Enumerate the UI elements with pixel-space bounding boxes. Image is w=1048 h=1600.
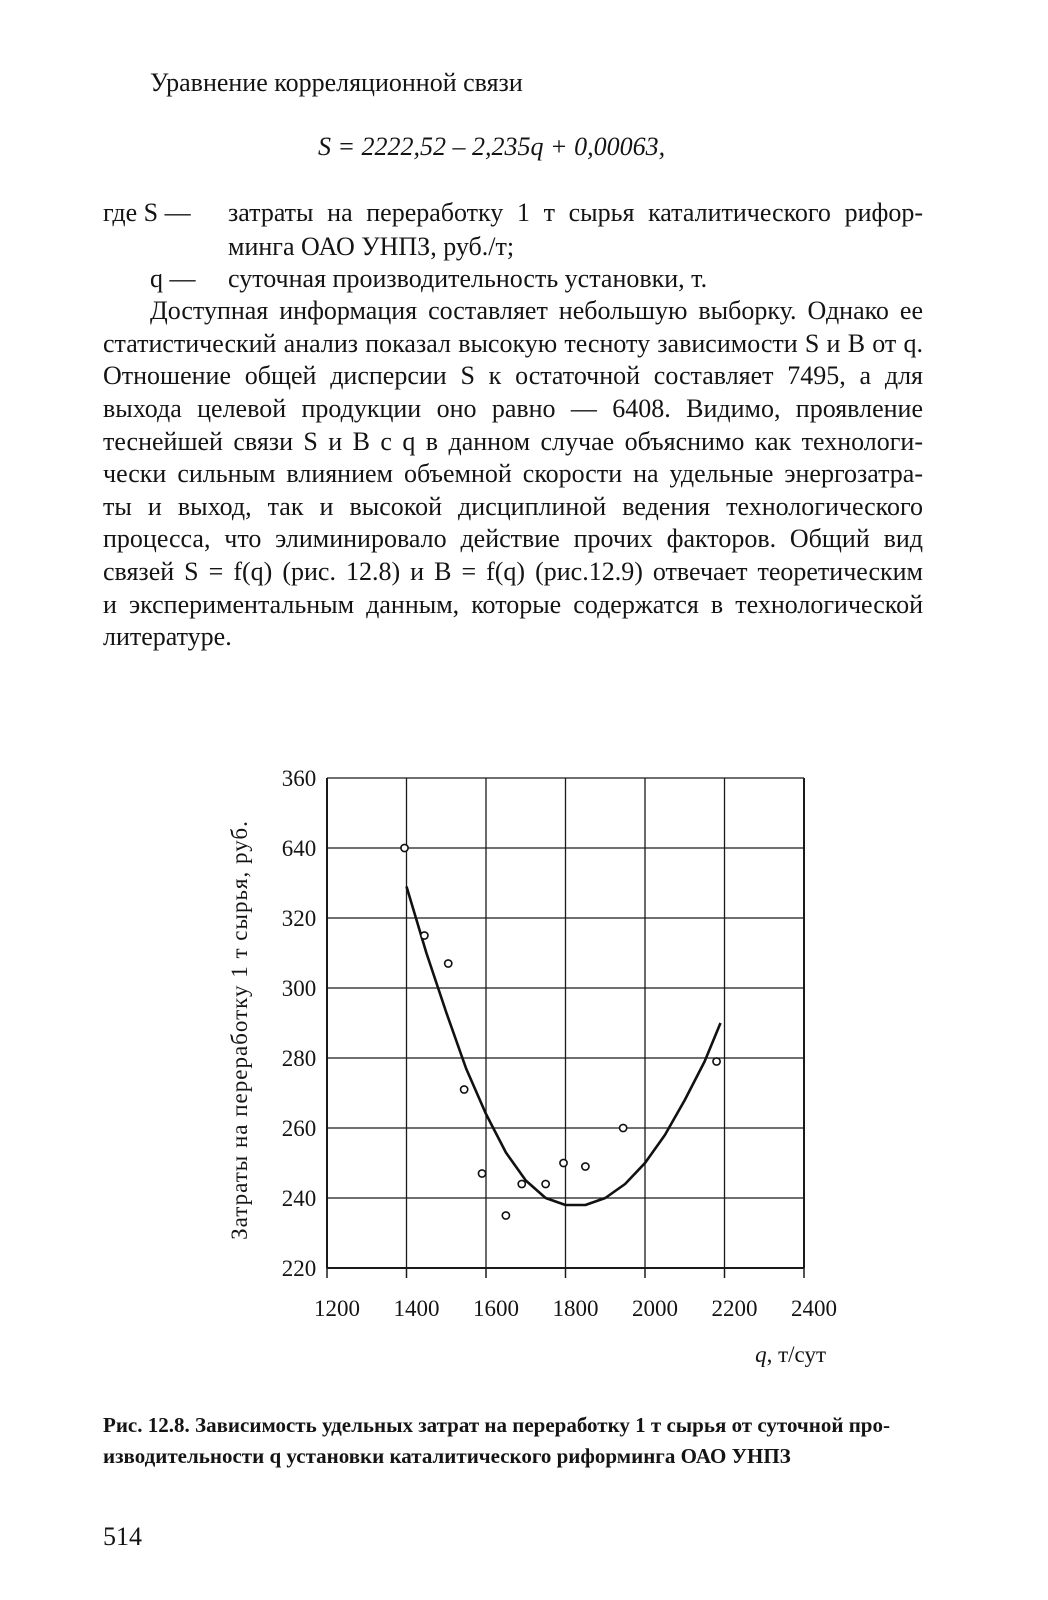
- x-tick-label: 1600: [473, 1296, 519, 1321]
- data-point: [502, 1212, 509, 1219]
- paragraph-line: Доступная информация составляет небольшую выборку. Однако ее: [150, 296, 923, 325]
- data-point: [713, 1058, 720, 1065]
- definition-s-text-1: затраты на переработку 1 т сырья каталитического рифор-: [228, 198, 923, 227]
- data-point: [542, 1180, 549, 1187]
- definition-s-lead: где S —: [103, 198, 191, 227]
- x-tick-label: 2000: [632, 1296, 678, 1321]
- y-tick-label: 260: [281, 1116, 317, 1141]
- regression-curve: [407, 887, 721, 1206]
- x-axis-title: [755, 1342, 826, 1367]
- paragraph-line: связей S = f(q) (рис. 12.8) и B = f(q) (рис.12.9) отвечает теоретическим: [103, 557, 923, 586]
- x-tick-label: 1200: [314, 1296, 360, 1321]
- x-axis-variable: q: [755, 1342, 767, 1367]
- y-tick-label: 320: [281, 906, 317, 931]
- paragraph-line: выхода целевой продукции оно равно — 6408. Видимо, проявление: [103, 394, 923, 423]
- data-point: [478, 1170, 485, 1177]
- x-tick-label: 2400: [791, 1296, 837, 1321]
- y-tick-label: 640: [281, 836, 317, 861]
- paragraph-line: литературе.: [103, 622, 232, 651]
- y-tick-label: 240: [281, 1186, 317, 1211]
- x-tick-label: 1800: [552, 1296, 599, 1321]
- paragraph-line: процесса, что элиминировало действие прочих факторов. Общий вид: [103, 524, 923, 553]
- data-point: [421, 932, 428, 939]
- definition-s-text-2: минга ОАО УНПЗ, руб./т;: [228, 232, 515, 261]
- regression-equation: S = 2222,52 – 2,235q + 0,00063,: [318, 132, 666, 161]
- figure-caption-line-2: изводительности q установки каталитического риформинга ОАО УНПЗ: [103, 1444, 791, 1468]
- paragraph-line: Отношение общей дисперсии S к остаточной составляет 7495, а для: [103, 361, 923, 390]
- figure-caption-line-1: Рис. 12.8. Зависимость удельных затрат на переработку 1 т сырья от суточной про-: [103, 1413, 890, 1437]
- data-point: [582, 1163, 589, 1170]
- page-number: 514: [103, 1522, 142, 1551]
- data-point: [518, 1180, 525, 1187]
- x-tick-label: 2200: [711, 1296, 758, 1321]
- data-point: [620, 1124, 627, 1131]
- data-point: [461, 1086, 468, 1093]
- definition-q-text: суточная производительность установки, т.: [228, 264, 708, 293]
- paragraph-line: чески сильным влиянием объемной скорости на удельные энергозатра-: [103, 459, 923, 488]
- y-tick-label: 360: [281, 766, 317, 791]
- y-tick-label: 280: [281, 1046, 317, 1071]
- y-axis-title: Затраты на переработку 1 т сырья, руб.: [227, 820, 252, 1240]
- y-tick-label: 300: [281, 976, 317, 1001]
- intro-line: Уравнение корреляционной связи: [150, 68, 523, 97]
- paragraph-line: ты и выход, так и высокой дисциплиной ведения технологического: [103, 492, 923, 521]
- x-axis-unit: , т/сут: [766, 1342, 826, 1367]
- definition-q-lead: q —: [150, 264, 196, 293]
- paragraph-line: статистический анализ показал высокую тесноту зависимости S и B от q.: [103, 329, 923, 358]
- y-tick-label: 220: [281, 1256, 317, 1281]
- x-tick-label: 1400: [393, 1296, 440, 1321]
- paragraph-line: и экспериментальным данным, которые содержатся в технологической: [103, 590, 923, 619]
- data-point: [445, 960, 452, 967]
- data-point: [401, 844, 408, 851]
- paragraph-line: теснейшей связи S и B с q в данном случае объяснимо как технологи-: [103, 427, 923, 456]
- data-point: [560, 1159, 567, 1166]
